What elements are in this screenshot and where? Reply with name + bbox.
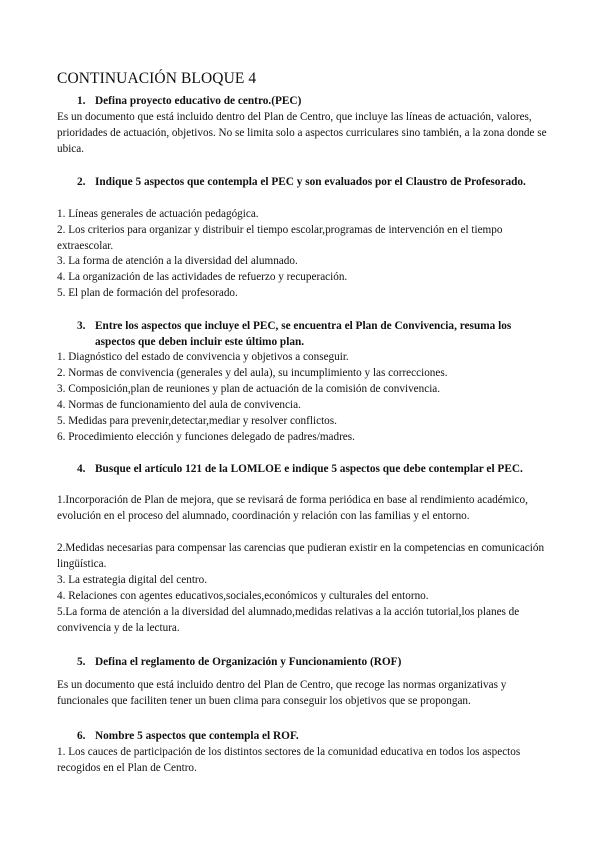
list-item: 3. Composición,plan de reuniones y plan de actuación de la comisión de convivencia. bbox=[57, 383, 441, 395]
list-item: 1. Diagnóstico del estado de convivencia y objetivos a conseguir. bbox=[57, 351, 349, 363]
section-number: 4. bbox=[77, 463, 86, 475]
section-title: Defina el reglamento de Organización y Funcionamiento (ROF) bbox=[95, 656, 402, 668]
page-title: CONTINUACIÓN BLOQUE 4 bbox=[57, 70, 257, 87]
section-number: 3. bbox=[77, 320, 86, 332]
section-5-heading bbox=[77, 654, 547, 670]
list-item: 5. Medidas para prevenir,detectar,mediar y resolver conflictos. bbox=[57, 415, 337, 427]
list-item: 4. Normas de funcionamiento del aula de convivencia. bbox=[57, 399, 301, 411]
section-number: 6. bbox=[77, 730, 86, 742]
section-number: 5. bbox=[77, 656, 86, 668]
section-number: 2. bbox=[77, 176, 86, 188]
section-number: 1. bbox=[77, 95, 86, 107]
section-2-heading bbox=[77, 174, 547, 190]
list-item: 2.Medidas necesarias para compensar las carencias que pudieran existir en la competencias en comunicación lingüística. bbox=[57, 542, 545, 570]
section-title: Busque el artículo 121 de la LOMLOE e indique 5 aspectos que debe contemplar el PEC. bbox=[95, 463, 523, 475]
list-item: 1.Incorporación de Plan de mejora, que se revisará de forma periódica en base al rendimiento académico, evolución en el proceso del alumnado, coordinación y relación con las familias y el entorno. bbox=[57, 494, 528, 522]
list-item: 1. Los cauces de participación de los distintos sectores de la comunidad educativa en todos los aspectos recogidos en el Plan de Centro. bbox=[57, 746, 521, 774]
list-item: 3. La estrategia digital del centro. bbox=[57, 574, 208, 586]
section-title: Entre los aspectos que incluye el PEC, se encuentra el Plan de Convivencia, resuma los aspectos que deben incluir este último plan. bbox=[95, 320, 512, 348]
section-4-heading bbox=[77, 461, 547, 477]
list-item: 2. Los criterios para organizar y distribuir el tiempo escolar,programas de intervención en el tiempo extraescolar. bbox=[57, 224, 503, 252]
list-item: 4. Relaciones con agentes educativos,sociales,económicos y culturales del entorno. bbox=[57, 590, 429, 602]
section-5-paragraph: Es un documento que está incluido dentro del Plan de Centro, que recoge las normas organizativas y funcionales que faciliten tener un buen clima para conseguir los objetivos que se propongan. bbox=[57, 679, 507, 707]
section-title: Nombre 5 aspectos que contempla el ROF. bbox=[95, 730, 299, 742]
list-item: 1. Líneas generales de actuación pedagógica. bbox=[57, 208, 259, 220]
list-item: 5.La forma de atención a la diversidad del alumnado,medidas relativas a la acción tutorial,los planes de convivencia y de la lectura. bbox=[57, 606, 520, 634]
section-6-heading bbox=[77, 728, 547, 744]
section-1-paragraph: Es un documento que está incluido dentro del Plan de Centro, que incluye las líneas de actuación, valores, prioridades de actuación, objetivos. No se limita solo a aspectos curriculares sino también, a la zona donde se ubica. bbox=[57, 111, 547, 155]
list-item: 4. La organización de las actividades de refuerzo y recuperación. bbox=[57, 271, 348, 283]
list-item: 5. El plan de formación del profesorado. bbox=[57, 287, 238, 299]
list-item: 6. Procedimiento elección y funciones delegado de padres/madres. bbox=[57, 431, 355, 443]
section-1-heading bbox=[77, 93, 547, 109]
section-title: Defina proyecto educativo de centro.(PEC) bbox=[95, 95, 302, 107]
section-title: Indique 5 aspectos que contempla el PEC y son evaluados por el Claustro de Profesorado. bbox=[95, 176, 526, 188]
list-item: 3. La forma de atención a la diversidad del alumnado. bbox=[57, 255, 298, 267]
list-item: 2. Normas de convivencia (generales y del aula), su incumplimiento y las correcciones. bbox=[57, 367, 448, 379]
section-3-heading bbox=[77, 318, 547, 350]
